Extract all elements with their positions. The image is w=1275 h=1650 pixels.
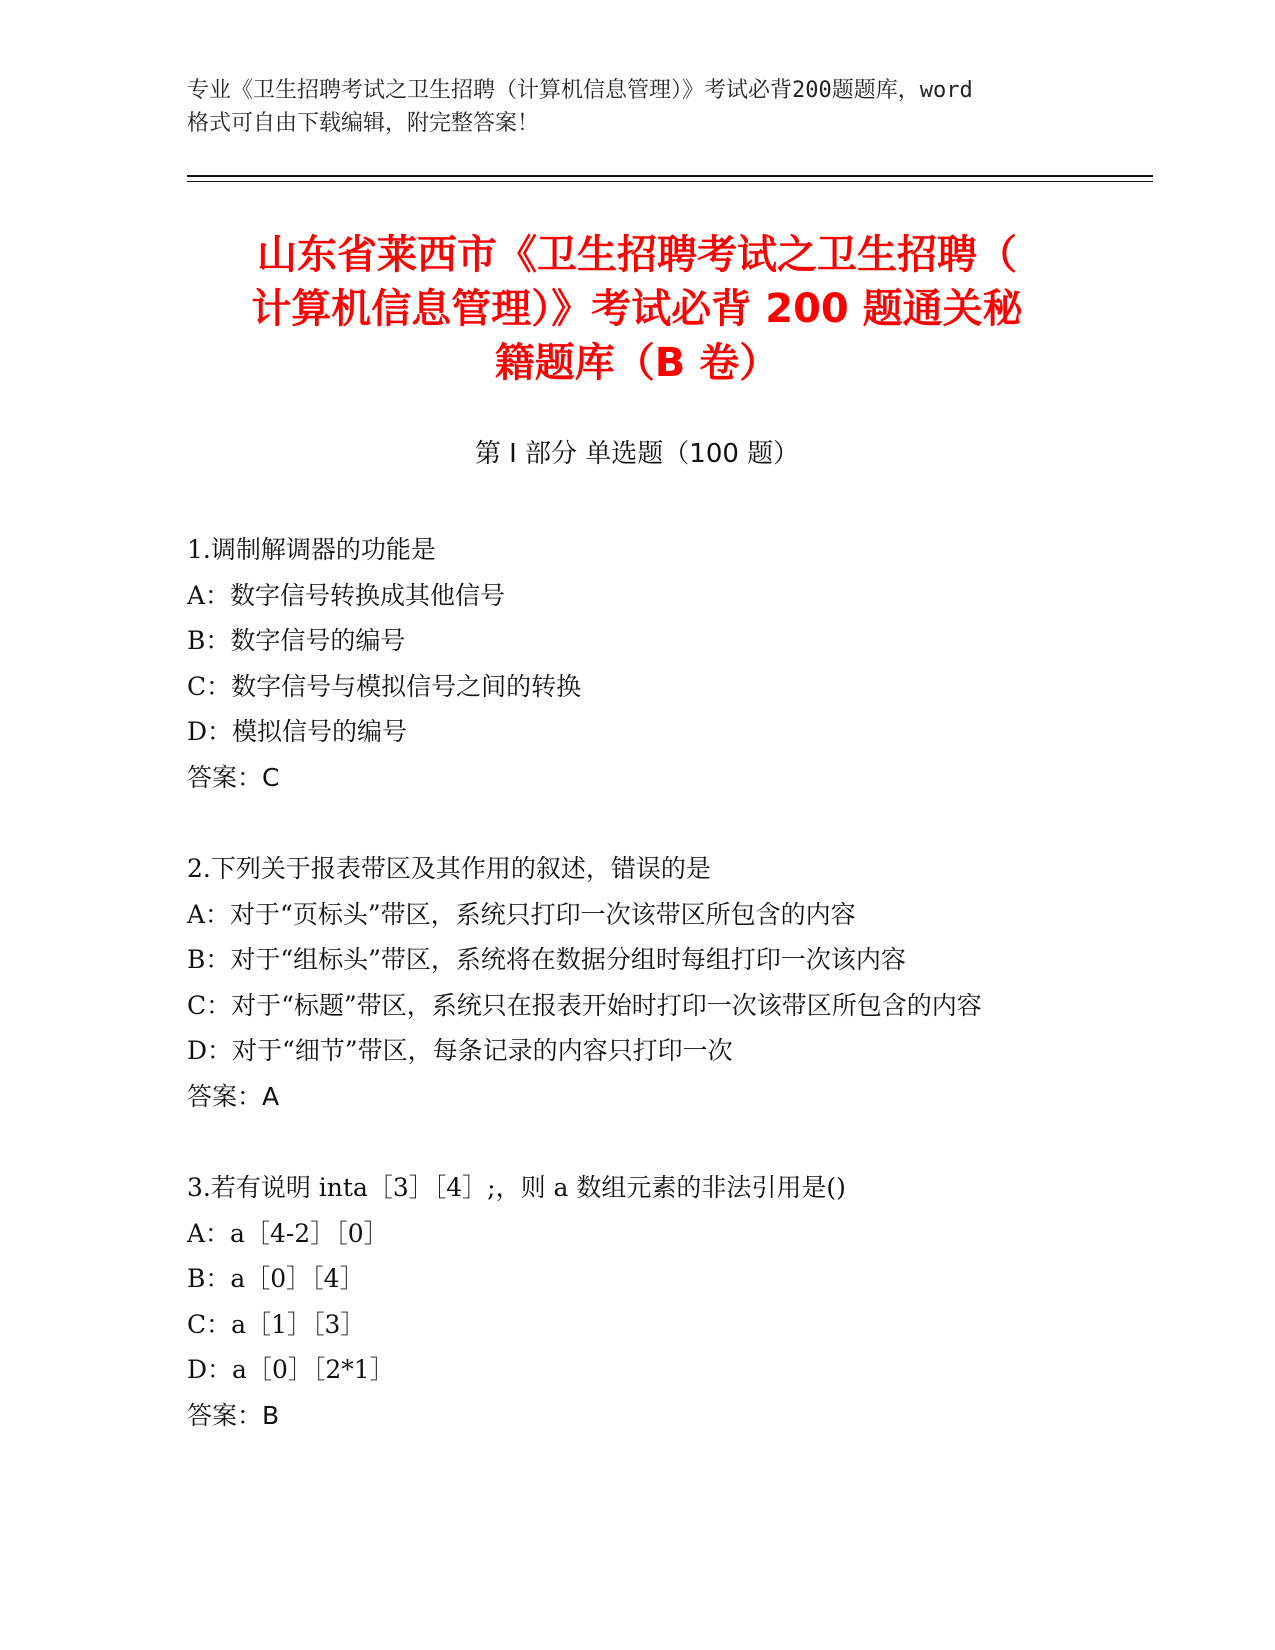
question-stem: 1.调制解调器的功能是: [187, 535, 436, 564]
option-d: D：对于“细节”带区，每条记录的内容只打印一次: [187, 1036, 733, 1065]
option-b: B：数字信号的编号: [187, 626, 406, 655]
answer-text: 答案：C: [187, 762, 280, 792]
document-title-line-1: 山东省莱西市《卫生招聘考试之卫生招聘（: [257, 232, 1017, 278]
section-heading: 第 I 部分 单选题（100 题）: [474, 439, 800, 469]
option-b: B：对于“组标头”带区，系统将在数据分组时每组打印一次该内容: [187, 945, 906, 974]
question-2: [187, 846, 1087, 1119]
option-a: A：数字信号转换成其他信号: [187, 580, 506, 610]
option-a: A：a［4-2］［0］: [187, 1218, 389, 1248]
header-divider-thin: [187, 181, 1153, 182]
option-d: D：模拟信号的编号: [187, 717, 408, 746]
question-stem: 2.下列关于报表带区及其作用的叙述，错误的是: [187, 854, 711, 883]
answer-text: 答案：A: [187, 1081, 280, 1111]
option-c: C：对于“标题”带区，系统只在报表开始时打印一次该带区所包含的内容: [187, 990, 982, 1020]
document-title-line-3: 籍题库（B 卷）: [494, 340, 780, 386]
option-a: A：对于“页标头”带区，系统只打印一次该带区所包含的内容: [187, 899, 856, 929]
question-1: [187, 527, 1087, 800]
option-b: B：a［0］［4］: [187, 1264, 365, 1293]
header-divider-thick: [187, 175, 1153, 177]
question-3: [187, 1165, 1087, 1438]
document-title-line-2: 计算机信息管理）》考试必背 200 题通关秘: [251, 286, 1023, 332]
question-list: [187, 527, 1087, 1484]
option-d: D：a［0］［2*1］: [187, 1355, 395, 1384]
header-note-line-2: 格式可自由下载编辑，附完整答案！: [187, 111, 540, 136]
header-note: [187, 74, 1087, 140]
document-title: [187, 228, 1087, 390]
answer-text: 答案：B: [187, 1400, 280, 1430]
header-note-line-1: 专业《卫生招聘考试之卫生招聘（计算机信息管理）》考试必背200题题库，word: [187, 78, 973, 103]
question-stem: 3.若有说明 inta［3］［4］;，则 a 数组元素的非法引用是(): [187, 1173, 846, 1202]
option-c: C：数字信号与模拟信号之间的转换: [187, 671, 582, 701]
option-c: C：a［1］［3］: [187, 1309, 366, 1339]
